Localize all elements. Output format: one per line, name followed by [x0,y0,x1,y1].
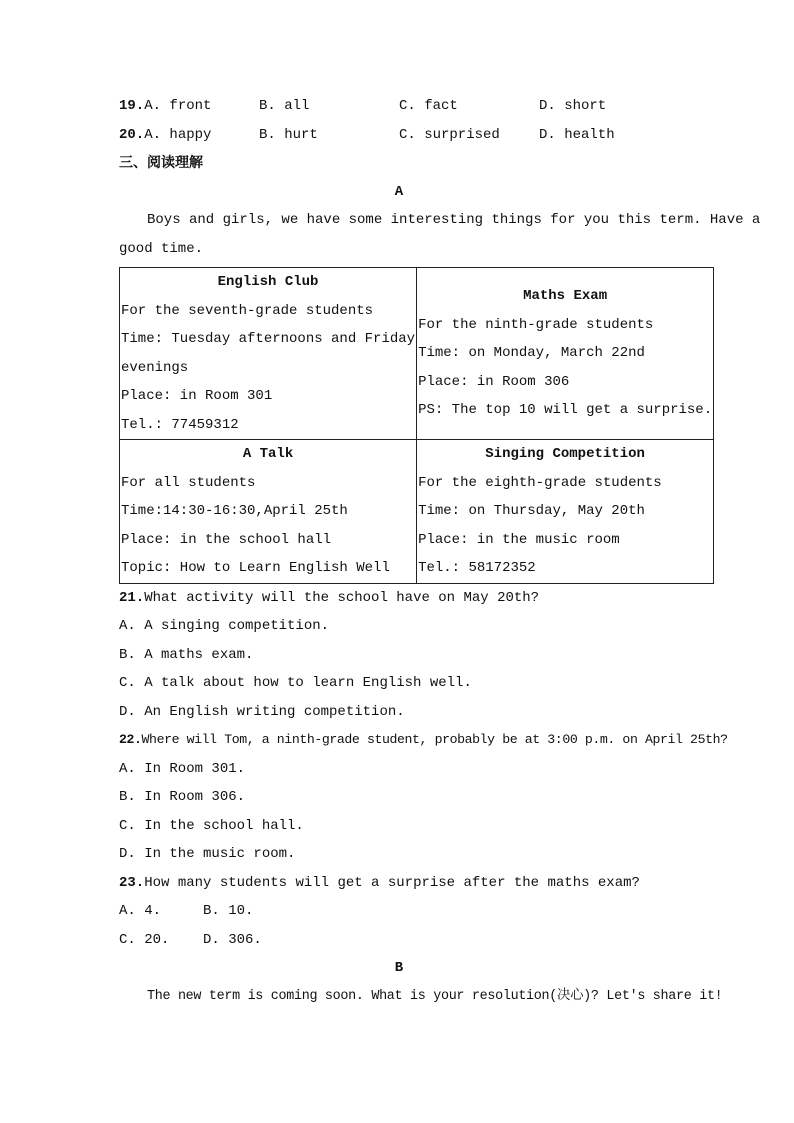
talk-line: Topic: How to Learn English Well [121,560,390,576]
option-c: C. surprised [399,126,500,143]
question-number: 22. [119,732,142,747]
passage-a-intro-line-2: good time. [119,240,204,257]
question-19 [119,92,679,121]
english-club-line: Tel.: 77459312 [121,416,239,433]
option-a: A. A singing competition. [119,618,330,634]
question-22 [119,726,728,755]
option-b: B. In Room 306. [119,789,246,805]
option-c: C. 20. [119,931,170,948]
question-text: What activity will the school have on May 20th? [144,589,540,606]
options-row-2 [119,926,679,955]
option-b: B. 10. [203,903,254,919]
singing-title: Singing Competition [485,446,645,462]
option-b: B. all [259,98,310,114]
options-row-1 [119,897,679,926]
talk-cell [120,440,417,584]
exam-page [119,92,761,1011]
question-number: 19. [119,98,145,114]
option-d: D. 306. [203,931,262,948]
question-20 [119,121,679,150]
talk-title: A Talk [242,446,294,462]
question-text: How many students will get a surprise after the maths exam? [144,874,640,891]
option-a: A. happy [144,126,212,143]
english-club-line: evenings [121,359,189,376]
option-d: D. In the music room. [119,846,296,862]
option-c: C. In the school hall. [119,817,304,834]
english-club-cell [120,268,417,440]
option-a: A. In Room 301. [119,760,246,777]
maths-exam-cell [417,268,714,440]
section-title: 三、阅读理解 [119,155,203,171]
question-23 [119,869,679,898]
question-number: 21. [119,589,145,606]
option-d: D. health [539,126,615,143]
question-number: 20. [119,126,145,143]
option-d: D. An English writing competition. [119,703,405,720]
passage-b-label: B [394,960,404,976]
maths-exam-line: Time: on Monday, March 22nd [418,345,645,362]
maths-exam-line: Place: in Room 306 [418,373,570,390]
english-club-line: Place: in Room 301 [121,388,273,404]
english-club-title: English Club [217,274,319,290]
talk-line: For all students [121,474,256,491]
option-a: A. 4. [119,903,162,919]
option-b: B. A maths exam. [119,646,254,663]
singing-cell [417,440,714,584]
english-club-line: For the seventh-grade students [121,302,374,319]
maths-exam-line: For the ninth-grade students [418,316,654,333]
option-c: C. fact [399,98,458,114]
activities-table [119,267,714,584]
option-c: C. A talk about how to learn English well. [119,675,472,691]
question-text: Where will Tom, a ninth-grade student, probably be at 3:00 p.m. on April 25th? [141,732,728,747]
maths-exam-line: PS: The top 10 will get a surprise. [418,402,713,419]
question-number: 23. [119,874,145,891]
talk-line: Place: in the school hall [121,531,332,548]
passage-a-intro-line-1: Boys and girls, we have some interesting things for you this term. Have a [147,212,761,228]
english-club-line: Time: Tuesday afternoons and Friday [121,331,416,347]
maths-exam-title: Maths Exam [523,288,608,305]
singing-line: For the eighth-grade students [418,474,662,491]
question-21 [119,584,679,613]
option-a: A. front [144,98,212,114]
talk-line: Time:14:30-16:30,April 25th [121,503,348,519]
singing-line: Time: on Thursday, May 20th [418,503,645,519]
option-d: D. short [539,98,607,114]
passage-b-intro: The new term is coming soon. What is your resolution(决心)? Let's share it! [147,988,723,1004]
passage-a-label: A [394,183,404,200]
option-b: B. hurt [259,126,318,143]
singing-line: Tel.: 58172352 [418,560,536,576]
singing-line: Place: in the music room [418,531,620,548]
